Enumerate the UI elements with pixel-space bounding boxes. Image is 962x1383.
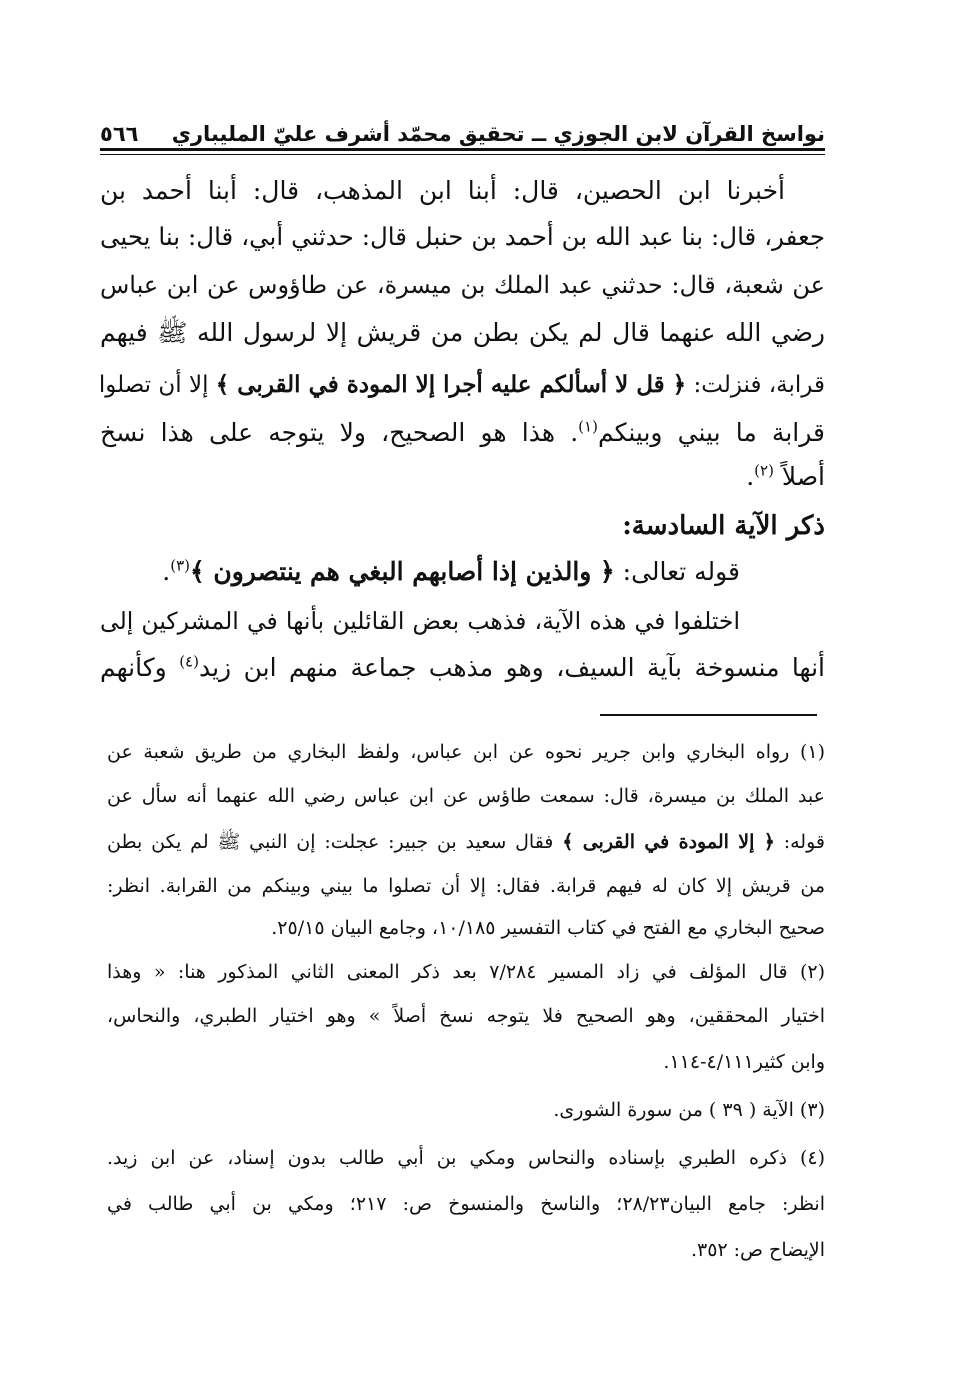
running-header xyxy=(100,110,825,146)
footnote-ref-2: (٢) xyxy=(754,461,774,480)
footnote-ref-3: (٣) xyxy=(170,556,191,575)
line6-before: قرابة ما بيني وبينكم xyxy=(597,418,825,447)
quran-verse-2: ﴿ والذين إذا أصابهم البغي هم ينتصرون ﴾ xyxy=(190,557,615,586)
footnote-separator xyxy=(600,714,817,716)
page-number: ٥٦٦ xyxy=(100,122,139,146)
footnote-1-line-4: من قريش إلا كان له فيهم قرابة. فقال: إلا أن تصلوا ما بيني وبينكم من القرابة. انظر: xyxy=(107,875,825,897)
line11-after: وكأنهم xyxy=(100,653,180,682)
body-line-9 xyxy=(100,549,825,595)
line7-end: . xyxy=(746,462,755,491)
fn1-quran: ﴿ إلا المودة في القربى ﴾ xyxy=(562,831,775,853)
footnote-2-line-1: (٢) قال المؤلف في زاد المسير ٧/٢٨٤ بعد ذكر المعنى الثاني المذكور هنا: « وهذا xyxy=(107,961,825,983)
line7-text: أصلاً xyxy=(773,462,825,491)
quran-verse-1: ﴿ قل لا أسألكم عليه أجرا إلا المودة في القربى ﴾ xyxy=(215,371,687,398)
line6-after: . هذا هو الصحيح، ولا يتوجه على هذا نسخ xyxy=(100,418,579,447)
line5-after: إلا أن تصلوا xyxy=(98,372,216,398)
line9-end: . xyxy=(162,557,171,586)
footnote-1-line-2: عبد الملك بن ميسرة، قال: سمعت طاؤس عن ابن عباس رضي الله عنهما أنه سأل عن xyxy=(107,785,826,807)
footnote-4-line-1: (٤) ذكره الطبري بإسناده والنحاس ومكي بن أبي طالب بدون إسناد، عن ابن زيد. xyxy=(107,1147,825,1169)
body-line-7 xyxy=(100,454,825,500)
body-line-6 xyxy=(100,410,825,456)
line11-before: أنها منسوخة بآية السيف، وهو مذهب جماعة منهم ابن زيد xyxy=(198,653,825,682)
body-line-10: اختلفوا في هذه الآية، فذهب بعض القائلين بأنها في المشركين إلى xyxy=(100,607,740,635)
fn1-l3-before: قوله: xyxy=(774,831,825,853)
footnote-1-line-3 xyxy=(107,822,825,862)
footnote-ref-4: (٤) xyxy=(179,652,199,671)
header-rule-thick xyxy=(100,148,825,151)
footnote-2-line-2: اختيار المحققين، وهو الصحيح فلا يتوجه نسخ أصلاً » وهو اختيار الطبري، والنحاس، xyxy=(107,1005,825,1027)
footnote-4-line-3: الإيضاح ص: ٣٥٢. xyxy=(690,1239,825,1261)
body-line-3: عن شعبة، قال: حدثني عبد الملك بن ميسرة، عن طاؤوس عن ابن عباس xyxy=(100,271,825,299)
footnote-1-line-1: (١) رواه البخاري وابن جرير نحوه عن ابن عباس، ولفظ البخاري من طريق شعبة عن xyxy=(107,741,825,763)
footnote-2-line-3: وابن كثير٤/١١١-١١٤. xyxy=(663,1051,825,1073)
header-rule-thin xyxy=(100,154,825,155)
section-heading: ذكر الآية السادسة: xyxy=(622,511,825,541)
body-line-5 xyxy=(100,362,825,408)
body-line-4: رضي الله عنهما قال لم يكن بطن من قريش إلا لرسول الله ﷺ فيهم xyxy=(100,318,825,347)
line9-before: قوله تعالى: xyxy=(614,557,740,586)
body-line-2: جعفر، قال: بنا عبد الله بن أحمد بن حنبل قال: حدثني أبي، قال: بنا يحيى xyxy=(100,222,825,251)
line5-before: قرابة، فنزلت: xyxy=(686,372,825,398)
running-title: نواسخ القرآن لابن الجوزي ــ تحقيق محمّد أشرف عليّ المليباري xyxy=(171,122,825,146)
footnote-ref-1: (١) xyxy=(578,417,598,436)
body-line-1: أخبرنا ابن الحصين، قال: أبنا ابن المذهب، قال: أبنا أحمد بن xyxy=(100,176,785,205)
body-line-11 xyxy=(100,645,825,691)
footnote-1-line-5: صحيح البخاري مع الفتح في كتاب التفسير ١٠/١٨٥، وجامع البيان ٢٥/١٥. xyxy=(271,917,825,939)
footnote-3: (٣) الآية ( ٣٩ ) من سورة الشورى. xyxy=(553,1099,825,1121)
fn1-l3-after: فقال سعيد بن جبير: عجلت: إن النبي ﷺ لم يكن بطن xyxy=(107,831,563,853)
footnote-4-line-2: انظر: جامع البيان٢٨/٢٣؛ والناسخ والمنسوخ ص: ٢١٧؛ ومكي بن أبي طالب في xyxy=(107,1193,826,1215)
